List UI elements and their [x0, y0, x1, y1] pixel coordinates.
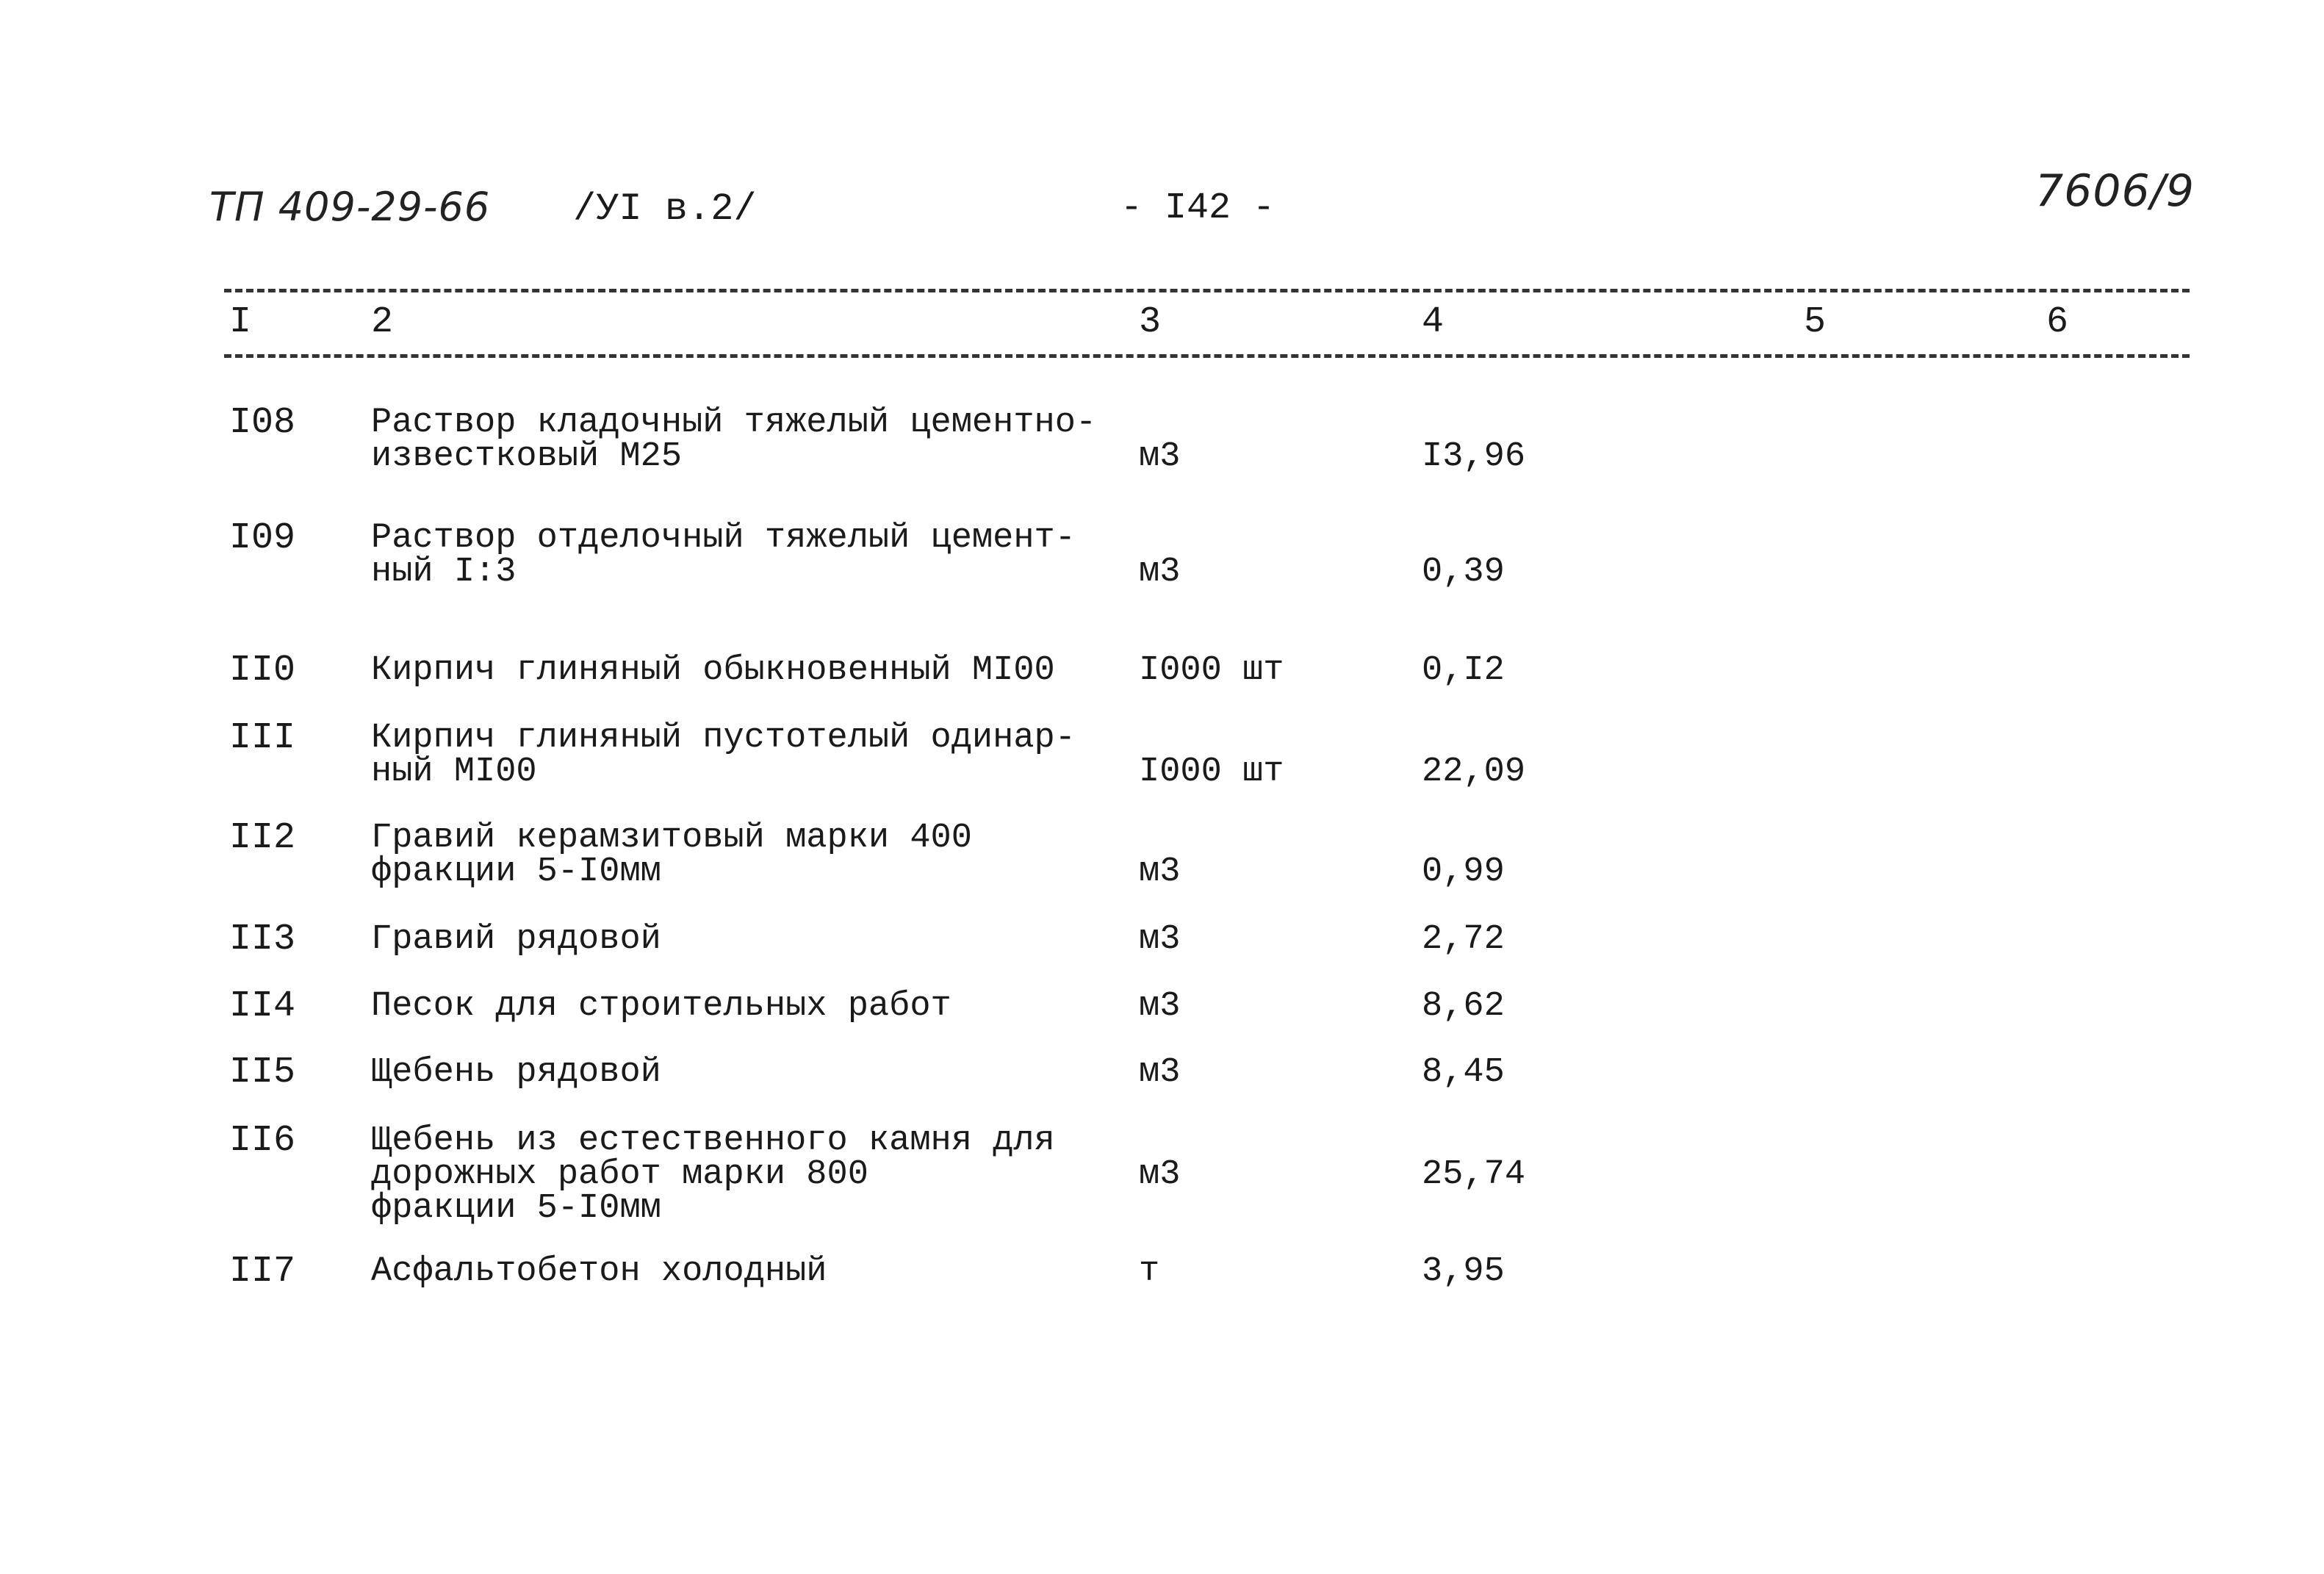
column-header-4: 4 — [1422, 301, 1445, 343]
column-header-3: 3 — [1139, 301, 1162, 343]
row-number: II6 — [229, 1120, 296, 1162]
quantity: 3,95 — [1422, 1252, 1505, 1291]
column-header-6: 6 — [2046, 301, 2069, 343]
unit: м3 — [1139, 1155, 1181, 1194]
row-number: II4 — [229, 985, 296, 1027]
page-number: - I42 - — [1120, 187, 1276, 229]
material-name — [371, 1053, 661, 1092]
material-name-line: фракции 5-I0мм — [371, 852, 661, 891]
material-name-line: дорожных работ марки 800 — [371, 1155, 868, 1194]
material-name — [371, 1252, 827, 1291]
material-name-line: известковый М25 — [371, 437, 683, 476]
column-header-2: 2 — [371, 301, 394, 343]
quantity: 25,74 — [1422, 1155, 1526, 1194]
unit: I000 шт — [1139, 752, 1284, 791]
row-number: II5 — [229, 1052, 296, 1093]
column-header-1: I — [229, 301, 252, 343]
column-header-5: 5 — [1804, 301, 1827, 343]
quantity: 8,62 — [1422, 987, 1505, 1026]
quantity: 0,I2 — [1422, 651, 1505, 690]
material-name-line: Щебень рядовой — [371, 1053, 661, 1092]
volume-label: /УI в.2/ — [573, 187, 757, 231]
stamp-number: 7606/9 — [2035, 165, 2195, 217]
material-name-line: фракции 5-I0мм — [371, 1189, 661, 1228]
material-name-line: Асфальтобетон холодный — [371, 1252, 827, 1291]
row-number: II0 — [229, 650, 296, 691]
material-name — [371, 987, 951, 1026]
document-code: ТП 409-29-66 — [209, 184, 491, 230]
row-number: II7 — [229, 1251, 296, 1293]
row-number: III — [229, 717, 296, 759]
material-name-line: Щебень из естественного камня для — [371, 1121, 1055, 1160]
material-name-line: ный МI00 — [371, 752, 537, 791]
row-number: II3 — [229, 919, 296, 960]
material-name-line: Кирпич глиняный обыкновенный МI00 — [371, 651, 1055, 690]
material-name-line: Раствор кладочный тяжелый цементно- — [371, 403, 1097, 442]
material-name-line: Кирпич глиняный пустотелый одинар- — [371, 719, 1076, 758]
material-name-line: ный I:3 — [371, 553, 517, 592]
quantity: 8,45 — [1422, 1053, 1505, 1092]
material-name — [371, 519, 1076, 592]
quantity: 0,39 — [1422, 553, 1505, 592]
unit: м3 — [1139, 1053, 1181, 1092]
unit: м3 — [1139, 920, 1181, 959]
quantity: I3,96 — [1422, 437, 1526, 476]
row-number: II2 — [229, 817, 296, 859]
material-name-line: Гравий керамзитовый марки 400 — [371, 819, 972, 858]
quantity: 22,09 — [1422, 752, 1526, 791]
row-number: I09 — [229, 517, 296, 559]
material-name — [371, 651, 1055, 690]
material-name-line: Песок для строительных работ — [371, 987, 951, 1026]
unit: м3 — [1139, 852, 1181, 891]
table-top-rule — [224, 289, 2190, 292]
material-name — [371, 403, 1097, 476]
unit: т — [1139, 1252, 1160, 1291]
quantity: 2,72 — [1422, 920, 1505, 959]
quantity: 0,99 — [1422, 852, 1505, 891]
unit: м3 — [1139, 553, 1181, 592]
unit: м3 — [1139, 437, 1181, 476]
material-name — [371, 819, 972, 891]
material-name — [371, 920, 661, 959]
row-number: I08 — [229, 402, 296, 444]
material-name — [371, 1121, 1055, 1228]
unit: I000 шт — [1139, 651, 1284, 690]
table-header-rule — [224, 354, 2190, 358]
material-name-line: Раствор отделочный тяжелый цемент- — [371, 519, 1076, 558]
unit: м3 — [1139, 987, 1181, 1026]
material-name-line: Гравий рядовой — [371, 920, 661, 959]
material-name — [371, 719, 1076, 791]
